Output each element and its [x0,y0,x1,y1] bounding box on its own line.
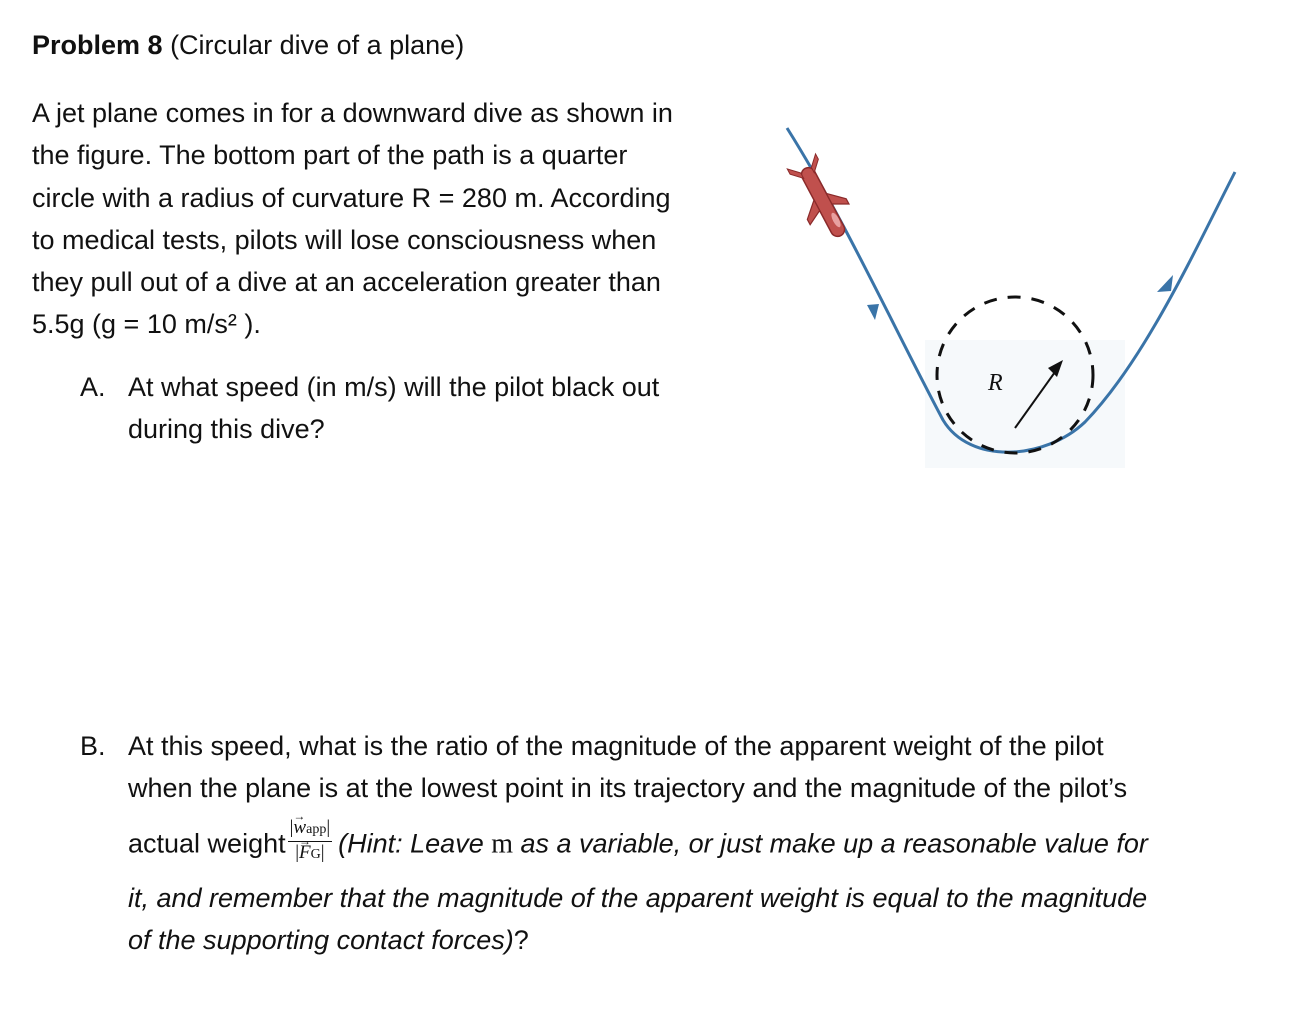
dive-path-figure [775,110,1255,480]
problem-label: Problem 8 [32,30,163,60]
part-b [80,725,1280,965]
problem-subtitle: (Circular dive of a plane) [170,30,465,60]
part-b-line-last: of the supporting contact forces)? [128,924,529,955]
part-b-line-fraction [128,816,1148,869]
apparent-weight-symbol: → w [293,818,306,838]
part-b-line: when the plane is at the lowest point in its trajectory and the magnitude of the pilot’s [128,773,1128,804]
part-a-body [128,366,659,451]
part-a-line: At what speed (in m/s) will the pilot black out [128,372,660,402]
problem-title [32,30,464,61]
radius-label: R [988,370,1003,396]
weight-ratio-fraction: $\frac{\text{|→ wapp|}}{|\to FG|}$ [288,818,333,865]
apparent-weight-subscript: app [306,821,327,837]
intro-line: A jet plane comes in for a downward dive as shown in [32,98,673,128]
problem-intro [32,92,762,346]
part-b-line: it, and remember that the magnitude of the apparent weight is equal to the magnitude [128,882,1148,913]
part-b-letter: B. [80,731,106,761]
hint-rest: as a variable, or just make up a reasonable value for [513,828,1148,859]
intro-line: they pull out of a dive at an acceleration greater than [32,267,661,298]
gravity-force-subscript: G [310,846,321,862]
part-a-letter: A. [80,372,106,402]
part-a [80,366,760,456]
intro-line: the figure. The bottom part of the path is a quarter [32,140,628,171]
intro-line: circle with a radius of curvature R = 280 m. According [32,182,671,213]
part-b-body [128,725,1148,961]
hint-variable: m [491,828,513,860]
part-a-line: during this dive? [128,414,325,445]
hint-start: (Hint: Leave [338,828,492,859]
figure-shading [925,340,1125,468]
intro-line: to medical tests, pilots will lose consciousness when [32,224,657,255]
trajectory-arrow-left [867,304,879,320]
actual-weight-text: actual weight [128,828,286,859]
gravity-force-symbol: → F [299,843,311,863]
intro-line: 5.5g (g = 10 m/s² ). [32,309,261,340]
part-b-line: At this speed, what is the ratio of the magnitude of the apparent weight of the pilot [128,731,1104,761]
trajectory-arrow-right [1157,275,1173,292]
jet-plane-icon [782,151,860,246]
